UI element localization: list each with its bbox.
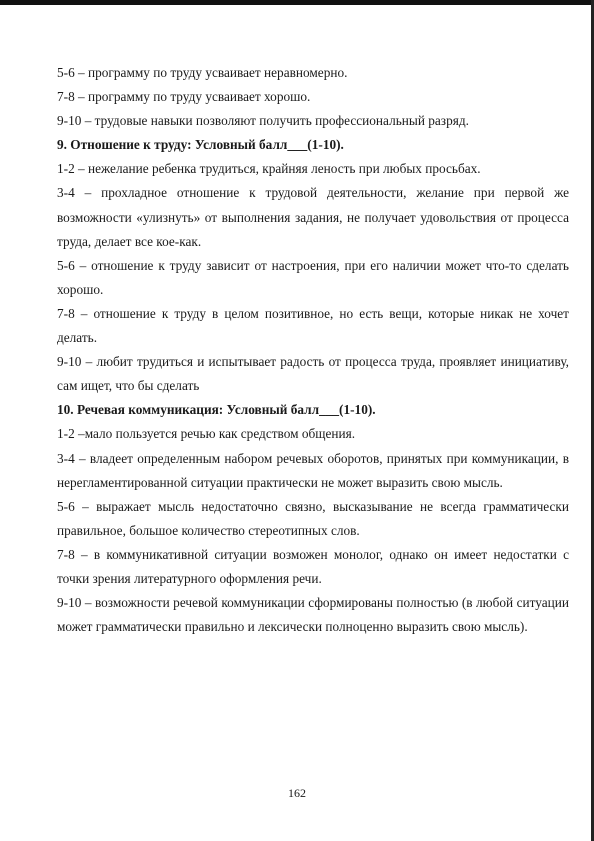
score-line-5-6: 5-6 – программу по труду усваивает неравномерно. <box>57 65 348 80</box>
scan-top-border <box>0 0 594 5</box>
score-line-7-8: 7-8 – программу по труду усваивает хорошо. <box>57 89 311 105</box>
speech-item-9-10: 9-10 – возможности речевой коммуникации сформированы полностью (в любой ситуации может грамматически правильно и лексически полноценно выразить свою мысль). <box>57 595 569 635</box>
document-page <box>57 61 569 639</box>
work-attitude-item-9-10: 9-10 – любит трудиться и испытывает радость от процесса труда, проявляет инициативу, сам ищет, что бы сделать <box>57 354 569 394</box>
work-attitude-item-7-8: 7-8 – отношение к труду в целом позитивное, но есть вещи, которые никак не хочет делать. <box>57 305 569 346</box>
section-heading-work-attitude: 9. Отношение к труду: Условный балл___(1-10). <box>57 137 344 153</box>
speech-item-5-6: 5-6 – выражает мысль недостаточно связно, высказывание не всегда грамматически правильное, большое количество стереотипных слов. <box>57 498 569 538</box>
speech-item-7-8: 7-8 – в коммуникативной ситуации возможен монолог, однако он имеет недостатки с точки зрения литературного оформления речи. <box>57 546 569 586</box>
speech-item-3-4: 3-4 – владеет определенным набором речевых оборотов, принятых при коммуникации, в нерегламентированной ситуации практически не может выразить свою мысль. <box>57 450 569 490</box>
score-line-9-10: 9-10 – трудовые навыки позволяют получить профессиональный разряд. <box>57 113 469 129</box>
work-attitude-item-3-4: 3-4 – прохладное отношение к трудовой деятельности, желание при первой же возможности «улизнуть» от выполнения задания, не получает удовольствия от процесса труда, делает все кое-как. <box>57 185 569 249</box>
speech-item-1-2: 1-2 –мало пользуется речью как средством общения. <box>57 426 356 442</box>
work-attitude-item-5-6: 5-6 – отношение к труду зависит от настроения, при его наличии может что-то сделать хорошо. <box>57 257 569 297</box>
work-attitude-item-1-2: 1-2 – нежелание ребенка трудиться, крайняя леность при любых просьбах. <box>57 161 481 177</box>
section-heading-speech-communication: 10. Речевая коммуникация: Условный балл___(1-10). <box>57 402 376 418</box>
page-number: 162 <box>288 786 306 800</box>
